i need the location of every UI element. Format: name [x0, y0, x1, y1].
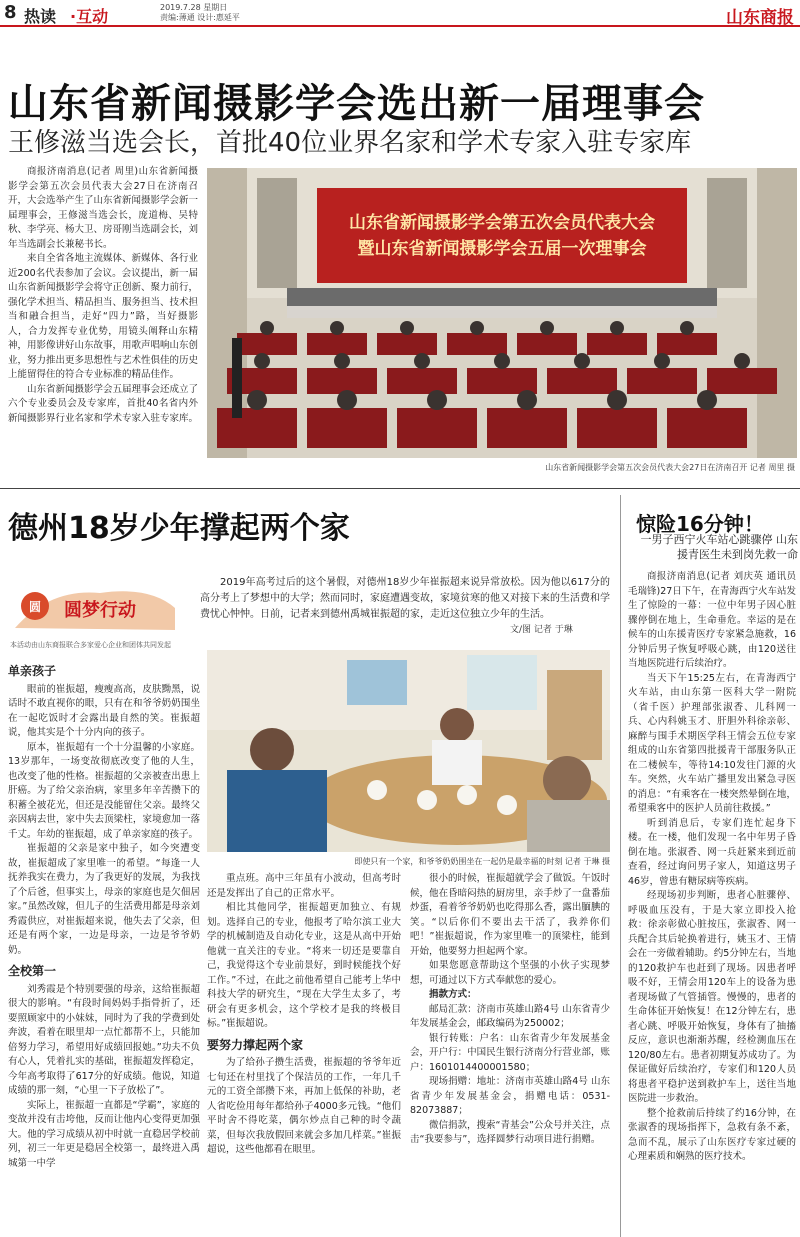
- story1-subhead: 王修滋当选会长，首批40位业界名家和学术专家入驻专家库: [8, 128, 692, 158]
- page-header: [0, 0, 800, 27]
- story1-para-2: 来自全省各地主流媒体、新媒体、各行业近200名代表参加了会议。会议提出，新一届山东省新闻摄影学会将守正创新、聚力前行，强化学术担当、精品担当、服务担当、技术担当和融合担当，走好“四力”路，当好摄影人，合力发挥专业优势，用镜头阐释山东精神，用影像讲好山东故事，用歌声唱响山东创业，努力推出更多思想性与艺术性俱佳的历史上能留得住的符合专业标准的精品佳作。: [8, 253, 198, 380]
- story2-c2p1: 重点班。高中三年虽有小波动，但高考时还是发挥出了自己的正常水平。: [207, 873, 401, 899]
- story3-para-1: 商报济南消息(记者 刘庆英 通讯员 毛瑞锋)27日下午，在青海西宁火车站发生了惊险的一幕：一位中年男子因心脏骤停倒在地上，生命垂危。幸运的是在候车的山东援青医疗专家紧急施救，16分钟后男子恢复呼吸心跳，由120送往当地医院进行后续治疗。: [628, 571, 796, 669]
- story2-intro-text: 2019年高考过后的这个暑假，对德州18岁少年崔振超来说异常放松。因为他以617分的高分考上了梦想中的大学；然而同时，家庭遭遇变故，家境贫寒的他又对接下来的生活费和学费忧心忡忡。日前，记者来到德州禹城崔振超的家，走近这位独立少年的生活。: [200, 577, 610, 620]
- story3-body: [628, 570, 796, 1234]
- story2-c3p1: 很小的时候，崔振超就学会了做饭。午饭时候，他在昏暗闷热的厨房里，亲手炒了一盘番茄炒蛋，看着爷爷奶奶也吃得那么香，露出腼腆的笑。“以后你们不要出去干活了，我养你们吧！”崔振超说，作为家里唯一的顶梁柱，能到开始，他要努力担起两个家。: [410, 873, 610, 957]
- banner-line-2: 暨山东省新闻摄影学会五届一次理事会: [357, 239, 647, 259]
- section-sub: ·互动: [70, 7, 109, 26]
- story3-subhead: 一男子西宁火车站心跳骤停 山东援青医生未到岗先救一命: [640, 533, 798, 561]
- family-photo-caption: 即使只有一个家，和爷爷奶奶围坐在一起仍是最幸福的时刻 记者 于琳 摄: [354, 857, 610, 866]
- story2-c1p5: 实际上，崔振超一直都是“学霸”，家庭的变故并没有击垮他，反而让他内心变得更加强大。他的学习成绩从初中时就一直稳居学校前列，初三一年更是稳居全校第一，最终进入禹城第一中学: [8, 1099, 200, 1169]
- page-number: 8: [4, 2, 17, 23]
- section-name: 热读: [24, 7, 57, 26]
- story2-c1p2: 原本，崔振超有一个十分温馨的小家庭。13岁那年，一场变故彻底改变了他的人生，也改变了他的性格。崔振超的父亲被查出患上肝癌。为了给父亲治病，家里多年辛苦攒下的积蓄全被花光，但还是没能留住父亲。最终父亲因病去世，家中失去顶梁柱，家境愈加一落千丈。年幼的崔振超，成了单亲家庭的孩子。: [8, 741, 200, 840]
- story2-sub3: 要努力撑起两个家: [207, 1037, 304, 1052]
- donate-title: 捐款方式：: [429, 989, 477, 1000]
- family-photo-graphic: [207, 650, 610, 852]
- donate-item: 微信捐款，搜索“青基会”公众号并关注，点击“我要参与”，选择圆梦行动项目进行捐赠。: [410, 1119, 610, 1145]
- divider-top: [0, 488, 800, 489]
- dream-action-logo: [10, 578, 180, 636]
- story3-para-3: 听到消息后，专家们连忙起身下楼。在一楼，他们发现一名中年男子昏倒在地。张淑香、网一兵赶紧来到近前查看，经过询问男子家人，知道这男子46岁，曾患有糖尿病等疾病。: [628, 817, 796, 887]
- story1-para-3: 山东省新闻摄影学会五届理事会还成立了六个专业委员会及专家库，首批40名省内外新闻摄影界行业名家和学术专家入驻专家库。: [8, 383, 198, 424]
- donate-item: 银行转账：户名：山东省青少年发展基金会，开户行：中国民生银行济南分行营业部，账户：1601014400001580；: [410, 1032, 610, 1073]
- story2-c1p4: 刘秀霞是个特别要强的母亲，这给崔振超很大的影响。“有段时间妈妈手指骨折了，还要照顾家中的小妹妹，同时为了我的学费到处奔波，看着在眼里却一点忙都帮不上，只能加倍努力学习，希望用好成绩回报她。”功夫不负有心人，凭着扎实的基础，崔振超发挥稳定，今年高考取得了617分的好成绩。他说，知道成绩的那一刻，“心里一下子放松了”。: [8, 983, 200, 1096]
- issue-date: 2019.7.28 星期日: [160, 3, 228, 12]
- conference-photo: [207, 168, 797, 458]
- story3-para-4: 经现场初步判断，患者心脏骤停、呼吸血压没有，于是大家立即投入抢救：徐亲彰做心脏按压，张淑香、网一兵配合其后轮换着进行，姚玉才、王情会在一旁做着辅助。约5分钟左右，当地的120救护车也赶到了现场。因患者呼吸不好，王情会用120车上的设备为患者现场做了气管插管。慢慢的，患者的生命体征开始恢复！在12分钟左右，患者心跳、呼吸开始恢复，身体有了抽搐反应，意识也渐渐苏醒，经检测血压在120/80左右。患者初期复苏成功了。为保证做好后续治疗，专家们和120人员将患者平稳护送到救护车上，送往当地医院进一步救治。: [628, 890, 796, 1104]
- family-photo: [207, 650, 610, 852]
- story3-headline: 惊险16分钟！: [636, 512, 764, 536]
- logo-text: 圆梦行动: [64, 600, 136, 621]
- column-divider: [620, 495, 621, 1237]
- brand-logo: 山东商报: [726, 8, 794, 28]
- story2-c2p2: 相比其他同学，崔振超更加独立、有规划。选择自己的专业，他报考了哈尔滨工业大学的机械制造及自动化专业，这是从高中开始他就一直关注的专业。“将来一切还是要靠自己，我觉得这个专业前景好，到时候能找个好工作。”不过，在此之前他希望自己能考上华中科技大学的研究生，“现在大学生太多了，考研会有更多机会，这个学校才是我的终极目标。”崔振超说。: [207, 902, 401, 1029]
- donate-item: 现场捐赠：地址：济南市英雄山路4号 山东省青少年发展基金会，捐赠电话：0531-82073887；: [410, 1076, 610, 1116]
- story2-headline: 德州18岁少年撑起两个家: [8, 511, 350, 546]
- story2-c2p3: 为了给孙子攒生活费，崔振超的爷爷年近七旬还在村里找了个保洁员的工作，一年几千元的工资全部攒下来，再加上低保的补助，老人省吃俭用每年都给孙子4000多元钱。“他们平时舍不得吃菜，偶尔炒点自己种的时令蔬菜，但每次我放假回来就会多加几样菜。”崔振超说，这些他都看在眼里。: [207, 1057, 401, 1155]
- banner-line-1: 山东省新闻摄影学会第五次会员代表大会: [349, 213, 655, 233]
- story2-col3: [410, 872, 610, 1234]
- story2-col1: [8, 658, 200, 1233]
- story2-c3p2: 如果您愿意帮助这个坚强的小伙子实现梦想，可通过以下方式奉献您的爱心。: [410, 960, 610, 986]
- story2-c1p3: 崔振超的父亲是家中独子，如今突遭变故，崔振超成了家里唯一的希望。“每逢一人抚养我实在费力，为了我更好的发展，为我找了个后爸，但事实上，母亲的家庭也是欠佃居家。”虽然改嫁，但儿子的生活费用都是母亲刘秀霞供应，对崔振超来说，他失去了父亲，但还是有两个家，一边是母亲，一边是爷爷奶奶。: [8, 843, 200, 956]
- dream-action-graphic: [10, 578, 180, 636]
- story3-para-2: 当天下午15:25左右，在青海西宁火车站，由山东第一医科大学一附院（省千医）护理部张淑香、儿科网一兵、心内科姚玉才、肝胆外科徐亲彰、麻醉与围手术期医学科王情会五位专家组成的山东省第四批援青干部服务队正在二楼候车，等待14:10发往门源的火车。突然，火车站广播里发出紧急寻医的消息：“有乘客在一楼突然晕倒在地，希望乘客中的医护人员前往救援。”: [628, 672, 796, 814]
- svg-text:圆: 圆: [28, 600, 42, 614]
- story1-body: [8, 165, 198, 480]
- story2-intro: [200, 575, 610, 623]
- issue-meta: [160, 3, 240, 23]
- logo-subtext: 本活动由山东商报联合多家爱心企业和团体共同发起: [10, 641, 171, 649]
- story2-byline: 文/图 记者 于琳: [510, 625, 573, 635]
- story2-sub2: 全校第一: [8, 964, 57, 978]
- conference-photo-graphic: [207, 168, 797, 458]
- issue-editors: 责编:薄通 设计:惠延平: [160, 13, 240, 22]
- story1-para-1: 商报济南消息(记者 周里)山东省新闻摄影学会第五次会员代表大会27日在济南召开，大会选举产生了山东省新闻摄影学会新一届理事会，王修滋当选会长，庞道梅、吴特秋、李学亮、杨大卫、房哥刚当选副会长，刘年当选副会长兼秘书长。: [8, 166, 198, 250]
- story1-headline: 山东省新闻摄影学会选出新一届理事会: [8, 81, 705, 127]
- story2-sub1: 单亲孩子: [8, 664, 57, 678]
- story2-col2: [207, 872, 401, 1234]
- story3-para-5: 整个抢救前后持续了约16分钟，在张淑香的现场指挥下，急救有条不紊，急而不乱，展示了山东医疗专家过硬的心理素质和娴熟的医疗技术。: [628, 1107, 796, 1162]
- conference-photo-caption: 山东省新闻摄影学会第五次会员代表大会27日在济南召开 记者 周里 摄: [545, 463, 795, 472]
- story2-c1p1: 眼前的崔振超，瘦瘦高高，皮肤黝黑，说话时不敢直视你的眼，只有在和爷爷奶奶围坐在一起吃饭时才会露出最自然的笑。崔振超说，他其实是个十分内向的孩子。: [8, 683, 200, 738]
- donate-item: 邮局汇款：济南市英雄山路4号 山东省青少年发展基金会，邮政编码为250002；: [410, 1003, 610, 1029]
